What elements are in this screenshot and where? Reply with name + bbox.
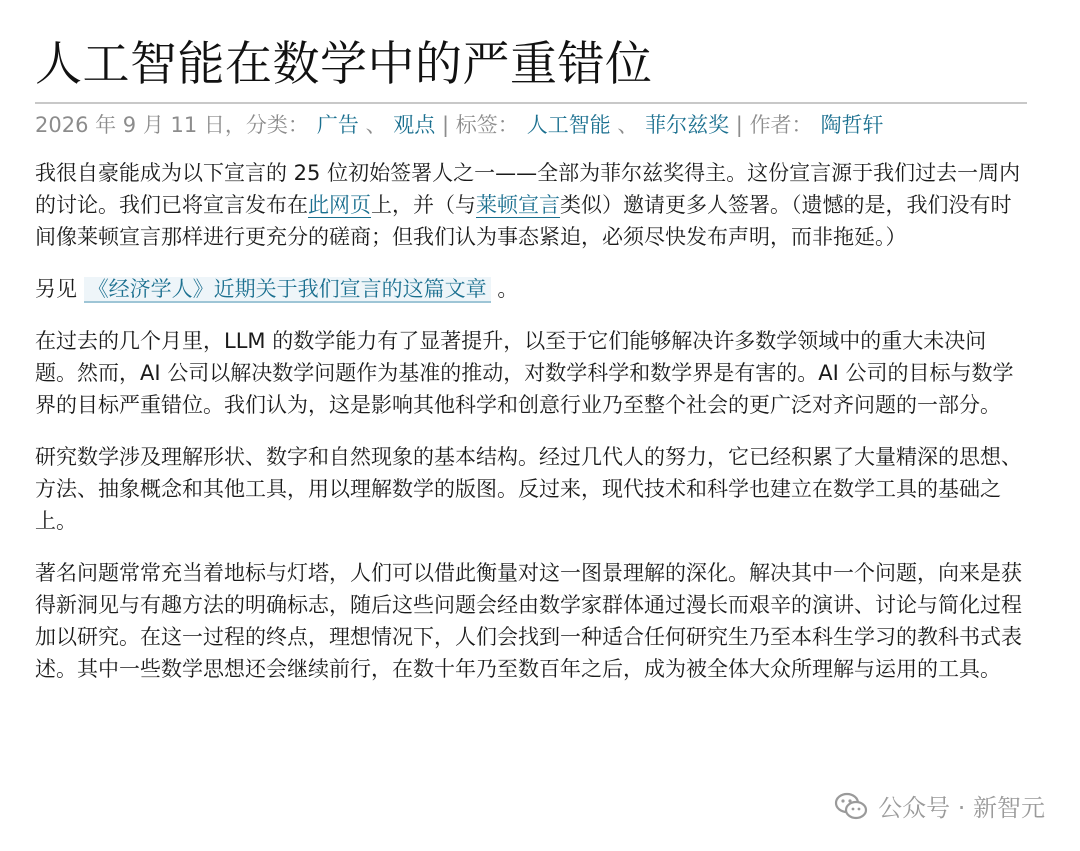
watermark-text: 公众号 · 新智元 [878, 794, 1045, 822]
page-title: 人工智能在数学中的严重错位 [35, 37, 653, 92]
paragraph-text: 我很自豪能成为以下宣言的 25 位初始签署人之一——全部为菲尔兹奖得主。这份宣言源于我们过去一周内的讨论。我们已将宣言发布在 [35, 161, 1021, 217]
tag-link-ai[interactable]: 人工智能 [526, 113, 611, 137]
author-link[interactable]: 陶哲轩 [820, 113, 884, 137]
tag-separator: 、 [617, 113, 639, 137]
category-link-ad[interactable]: 广告 [316, 113, 359, 137]
tag-link-fields-medal[interactable]: 菲尔兹奖 [645, 113, 730, 137]
category-separator: 、 [365, 113, 387, 137]
paragraph-famous-problems: 著名问题常常充当着地标与灯塔，人们可以借此衡量对这一图景理解的深化。解决其中一个问题，向来是获得新洞见与有趣方法的明确标志，随后这些问题会经由数学家群体通过漫长而艰辛的演讲、讨论与简化过程加以研究。在这一过程的终点，理想情况下，人们会找到一种适合任何研究生乃至本科生学习的教科书式表述。其中一些数学思想还会继续前行，在数十年乃至数百年之后，成为被全体大众所理解与运用的工具。 [35, 561, 1022, 681]
author-label: 作者： [749, 113, 813, 137]
meta-divider: | [735, 113, 743, 137]
category-link-opinion[interactable]: 观点 [393, 113, 436, 137]
paragraph-llm-progress: 在过去的几个月里，LLM 的数学能力有了显著提升，以至于它们能够解决许多数学领域中的重大未决问题。然而，AI 公司以解决数学问题作为基准的推动，对数学科学和数学界是有害的。AI 公司的目标与数学界的目标严重错位。我们认为，这是影响其他科学和创意行业乃至整个社会的更广泛对齐问题的一部分。 [35, 329, 1014, 417]
paragraph-see-also [35, 273, 1027, 305]
manifesto-page-link[interactable]: 此网页 [308, 193, 371, 217]
tags-label: 标签： [455, 113, 519, 137]
article [35, 30, 1027, 685]
paragraph-text: 。 [490, 277, 519, 301]
post-meta [35, 110, 1027, 140]
meta-divider: | [441, 113, 450, 137]
economist-article-link[interactable]: 《经济学人》近期关于我们宣言的这篇文章 [84, 277, 491, 303]
wechat-icon [834, 791, 868, 821]
leiden-manifesto-link[interactable]: 莱顿宣言 [476, 193, 560, 217]
watermark [834, 788, 1045, 823]
paragraph-intro [35, 157, 1027, 253]
paragraph-text: 上，并（与 [371, 193, 476, 217]
paragraph-math-research: 研究数学涉及理解形状、数字和自然现象的基本结构。经过几代人的努力，它已经积累了大量精深的思想、方法、抽象概念和其他工具，用以理解数学的版图。反过来，现代技术和科学也建立在数学工具的基础之上。 [35, 445, 1022, 533]
paragraph-text: 类似）邀请更多人签署。（遗憾的是，我们没有时间像莱顿宣言那样进行更充分的磋商；但我们认为事态紧迫，必须尽快发布声明，而非拖延。） [35, 193, 1012, 249]
title-divider [35, 102, 1027, 104]
paragraph-text: 另见 [35, 277, 84, 301]
post-date: 2026 年 9 月 11 日，分类： [35, 113, 309, 137]
